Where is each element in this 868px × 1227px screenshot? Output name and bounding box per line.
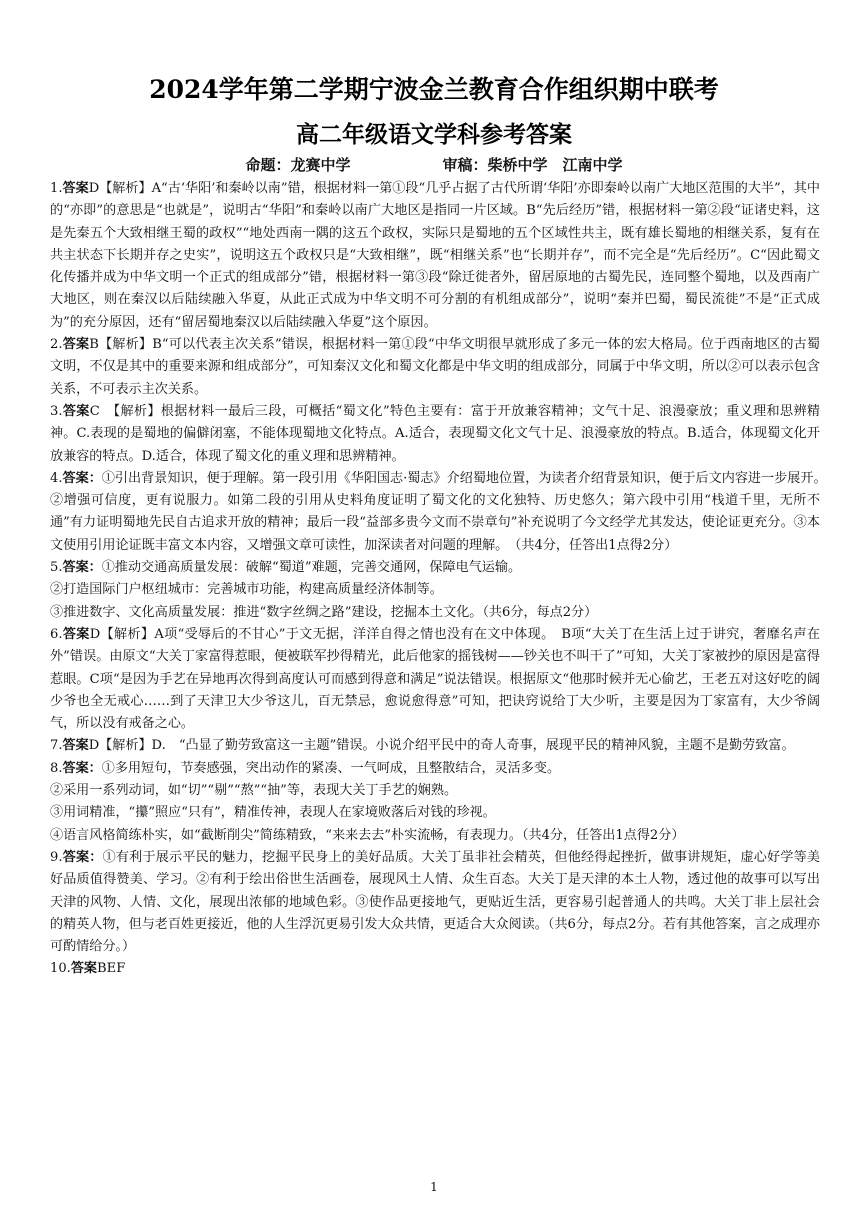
document-title: 2024学年第二学期宁波金兰教育合作组织期中联考 — [149, 75, 719, 104]
answer-text: B【解析】B“可以代表主次关系”错误，根据材料一第①段“中华文明很早就形成了多元一体的宏大格局。位于西南地区的古蜀文明，不仅是其中的重要来源和组成部分”，可知秦汉文化和蜀文化都是中华文明的组成部分，同属于中华文明，所以②可以表示包含关系，不可表示主次关系。 — [50, 337, 820, 397]
answer-label: 答案： — [62, 760, 102, 776]
answer-number: 5. — [50, 560, 63, 576]
answer-number: 10. — [50, 961, 71, 977]
answer-label: 答案 — [62, 738, 89, 754]
answer-label: 答案 — [70, 961, 98, 977]
document-subtitle: 高二年级语文学科参考答案 — [296, 121, 572, 148]
answer-item — [50, 468, 834, 557]
answer-label: 答案： — [62, 849, 103, 865]
answer-text: ③推进数字、文化高质量发展：推进“数字丝绸之路”建设，挖掘本土文化。（共6分，每点2分） — [50, 604, 598, 620]
answer-item — [50, 847, 820, 958]
answer-number: 4. — [50, 470, 63, 486]
answer-label: 答案： — [62, 560, 102, 576]
answer-text: BEF — [97, 961, 126, 977]
answer-item — [50, 579, 820, 601]
answer-label: 答案 — [62, 626, 90, 642]
answer-label: 答案 — [62, 181, 89, 196]
answer-number: 3. — [50, 403, 63, 419]
answer-item — [50, 825, 820, 847]
answer-label: 答案： — [62, 470, 102, 486]
answer-item — [50, 958, 820, 980]
answer-item — [50, 602, 820, 624]
page-number: 1 — [430, 1180, 438, 1194]
answer-label: 答案 — [62, 403, 90, 419]
answer-number: 2. — [50, 337, 63, 353]
answer-text: ②采用一系列动词，如“切”“剔”“熬”“抽”等，表现大关丁手艺的娴熟。 — [50, 783, 458, 799]
answer-text: ④语言风格简练朴实，如“截断削尖”简练精致，“来来去去”朴实流畅，有表现力。（共4分，任答出1点得2分） — [50, 827, 685, 843]
answer-number: 6. — [50, 626, 63, 642]
answer-item — [50, 802, 820, 824]
answer-item — [50, 401, 820, 468]
answer-number: 1. — [50, 181, 63, 196]
answer-number: 8. — [50, 760, 63, 776]
answer-item — [50, 735, 820, 757]
answer-text: ②打造国际门户枢纽城市：完善城市功能，构建高质量经济体制等。 — [50, 582, 443, 598]
answer-text: D【解析】D. “凸显了勤劳致富这一主题”错误。小说介绍平民中的奇人奇事，展现平民的精神风貌，主题不是勤劳致富。 — [88, 738, 795, 754]
answer-item — [50, 780, 820, 802]
reviewer-label: 审稿：柴桥中学 江南中学 — [442, 156, 623, 174]
answer-number: 9. — [50, 849, 63, 865]
answer-text: D【解析】A项“受辱后的不甘心”于文无据，洋洋自得之情也没有在文中体现。 B项“大关丁在生活上过于讲究，奢靡名声在外”错误。由原文“大关丁家富得惹眼，便被联军抄得精光，此后他家的摇钱树——钞关也不叫干了”可知，大关丁家被抄的原因是富得惹眼。C项“是因为手艺在异地再次得到高度认可而感到得意和满足”说法错误。根据原文“他那时候并无心偷艺，王老五对这好吃的阔少爷也全无戒心……到了天津卫大少爷这儿，百无禁忌，愈说愈得意”可知，把诀窍说给丁大少听，主要是因为丁家富有，大少爷阔气，所以没有戒备之心。 — [50, 626, 821, 732]
answer-item — [50, 758, 820, 780]
answer-text: ③用词精准，“攥”照应“只有”，精准传神，表现人在家境败落后对钱的珍视。 — [50, 805, 496, 821]
author-label: 命题：龙赛中学 — [245, 156, 351, 174]
answer-text: D【解析】A“古‘华阳’和秦岭以南”错，根据材料一第①段“几乎占据了古代所谓‘华阳’亦即秦岭以南广大地区范围的大半”，其中的“亦即”的意思是“也就是”，说明古“华阳”和秦岭以南广大地区是指同一片区域。B“先后经历”错，根据材料一第②段“证诸史料，这是先秦五个大致相继王蜀的政权”“地处西南一隅的这五个政权，实际只是蜀地的五个区域性共主，既有雄长蜀地的相继关系，复有在共主状态下长期并存之史实”，说明这五个政权只是“大致相继”，既“相继关系”也“长期并存”，而不完全是“先后经历”。C“因此蜀文化传播并成为中华文明一个正式的组成部分”错，根据材料一第③段“除迁徙者外，留居原地的古蜀先民，连同整个蜀地，以及西南广大地区，则在秦汉以后陆续融入华夏，从此正式成为中华文明不可分割的有机组成部分”，说明“秦并巴蜀，蜀民流徙”不是“正式成为”的充分原因，还有“留居蜀地秦汉以后陆续融入华夏”这个原因。 — [50, 181, 820, 330]
answer-item — [50, 557, 820, 579]
answer-text: ①多用短句，节奏感强，突出动作的紧凑、一气呵成，且整散结合，灵活多变。 — [101, 760, 561, 776]
answer-item — [50, 334, 820, 401]
answer-text: C 【解析】根据材料一最后三段，可概括“蜀文化”特色主要有：富于开放兼容精神；文气十足、浪漫豪放；重义理和思辨精神。C.表现的是蜀地的偏僻闭塞，不能体现蜀地文化特点。A.适合，表现蜀文化文气十足、浪漫豪放的特点。B.适合，体现蜀文化开放兼容的特点。D.适合，体现了蜀文化的重义理和思辨精神。 — [50, 403, 820, 464]
author-line — [0, 154, 868, 175]
answer-text: ①引出背景知识，便于理解。第一段引用《华阳国志·蜀志》介绍蜀地位置，为读者介绍背景知识，便于后文内容进一步展开。 ②增强可信度，更有说服力。如第二段的引用从史料角度证明了蜀文化的文化独特、历史悠久；第六段中引用“栈道千里，无所不通”有力证明蜀地先民自古追求开放的精神；最后一段“益部多贵今文而不崇章句”补充说明了今文经学尤其发达，使论证更充分。③本文使用引用论证既丰富文本内容，又增强文章可读性，加深读者对问题的理解。 （共4分，任答出1点得2分） — [50, 470, 834, 553]
answer-list — [50, 178, 834, 981]
answer-text: ①有利于展示平民的魅力，挖掘平民身上的美好品质。大关丁虽非社会精英，但他经得起挫折，做事讲规矩，虚心好学等美好品质值得赞美、学习。②有利于绘出俗世生活画卷，展现风土人情、众生百态。大关丁是天津的本土人物，透过他的故事可以写出天津的风物、人情、文化，展现出浓郁的地域色彩。③使作品更接地气，更贴近生活，更容易引起普通人的共鸣。大关丁非上层社会的精英人物，但与老百姓更接近，他的人生浮沉更易引发大众共情，更适合大众阅读。（共6分，每点2分。若有其他答案，言之成理亦可酌情给分。） — [50, 849, 821, 955]
answer-item — [50, 624, 820, 735]
answer-label: 答案 — [62, 337, 90, 353]
answer-text: ①推动交通高质量发展：破解“蜀道”难题，完善交通网，保障电气运输。 — [101, 560, 522, 576]
answer-item — [50, 178, 820, 334]
answer-number: 7. — [50, 738, 63, 754]
